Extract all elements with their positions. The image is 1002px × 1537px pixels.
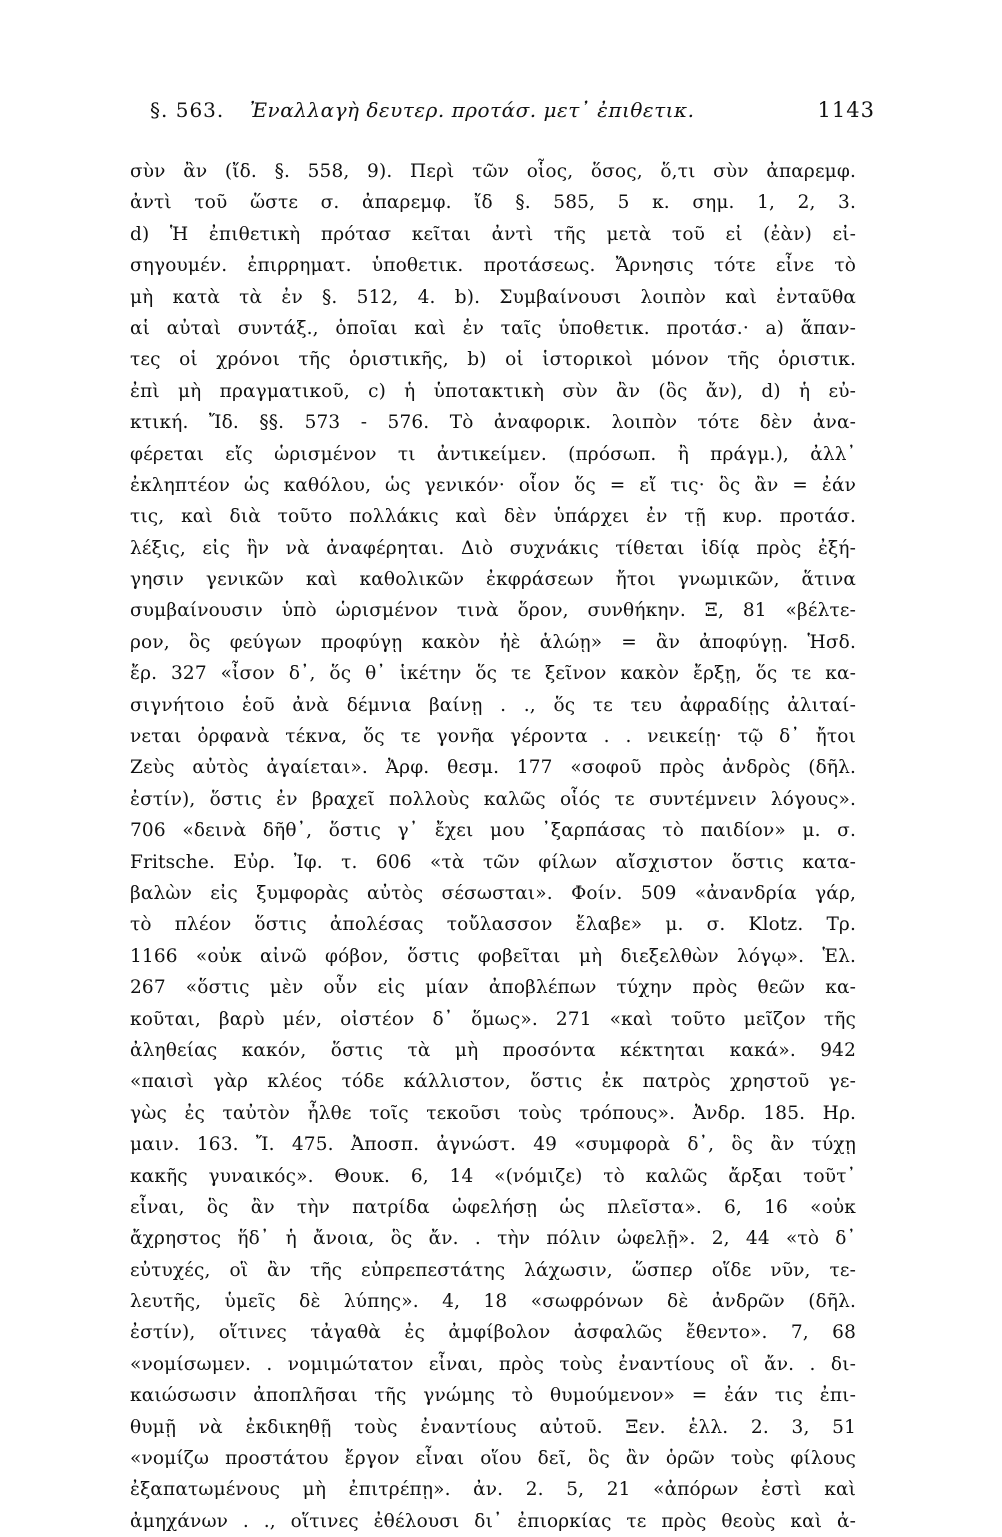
section-number: §. 563.	[150, 98, 225, 122]
text-line: σιγνήτοιο ἑοῦ ἀνὰ δέμνια βαίνῃ . ., ὅς τε τευ ἀφραδίῃς ἀλιταί-	[130, 694, 856, 716]
text-line: ἐξαπατωμένους μὴ ἐπιτρέπῃ». ἀν. 2. 5, 21 «ἀπόρων ἐστὶ καὶ	[130, 1479, 856, 1501]
text-line: «παισὶ γὰρ κλέος τόδε κάλλιστον, ὅστις ἐκ πατρὸς χρηστοῦ γε-	[130, 1071, 856, 1093]
text-line: βαλὼν εἰς ξυμφορὰς αὐτὸς σέσωσται». Φοίν. 509 «ἀνανδρία γάρ,	[130, 882, 856, 904]
text-line: 1166 «οὐκ αἰνῶ φόβον, ὅστις φοβεῖται μὴ διεξελθὼν λόγῳ». Ἑλ.	[130, 945, 856, 967]
text-line: ἐστίν), οἵτινες τἀγαθὰ ἐς ἀμφίβολον ἀσφαλῶς ἔθεντο». 7, 68	[130, 1322, 856, 1344]
text-line: ἐστίν), ὅστις ἐν βραχεῖ πολλοὺς καλῶς οἷός τε συντέμνειν λόγους».	[130, 788, 856, 810]
text-line: κοῦται, βαρὺ μέν, οἰστέον δ᾽ ὅμως». 271 «καὶ τοῦτο μεῖζον τῆς	[130, 1008, 856, 1030]
text-line: τὸ πλέον ὅστις ἀπολέσας τοὔλασσον ἔλαβε» μ. σ. Klotz. Τρ.	[130, 914, 856, 936]
text-line: καιώσωσιν ἀποπλῆσαι τῆς γνώμης τὸ θυμούμενον» = ἐάν τις ἐπι-	[130, 1385, 856, 1407]
text-line: φέρεται εἴς ὡρισμένον τι ἀντικείμεν. (πρόσωπ. ἢ πράγμ.), ἀλλ᾽	[130, 443, 856, 465]
text-line: εἶναι, ὃς ἂν τὴν πατρίδα ὠφελήσῃ ὡς πλεῖστα». 6, 16 «οὐκ	[130, 1196, 856, 1218]
text-line: d) Ἡ ἐπιθετικὴ πρότασ κεῖται ἀντὶ τῆς μετὰ τοῦ εἰ (ἐὰν) εἰ-	[130, 223, 856, 245]
text-line: Ζεὺς αὐτὸς ἀγαίεται». Ἀρφ. θεσμ. 177 «σοφοῦ πρὸς ἀνδρὸς (δῆλ.	[130, 757, 856, 779]
text-line: μαιν. 163. Ἴ. 475. Ἀποσπ. ἀγνώστ. 49 «συμφορὰ δ᾽, ὃς ἂν τύχῃ	[130, 1134, 856, 1156]
text-line: ἐκληπτέον ὡς καθόλου, ὡς γενικόν· οἷον ὅς = εἴ τις· ὃς ἂν = ἐάν	[130, 474, 856, 496]
page-number: 1143	[817, 98, 875, 122]
text-line: «νομίζω προστάτου ἔργον εἶναι οἵου δεῖ, ὃς ἂν ὁρῶν τοὺς φίλους	[130, 1448, 856, 1470]
text-line: ἀληθείας κακόν, ὅστις τὰ μὴ προσόντα κέκτηται κακά». 942	[130, 1039, 856, 1061]
text-line: ἀμηχάνων . ., οἵτινες ἐθέλουσι δι᾽ ἐπιορκίας τε πρὸς θεοὺς καὶ ἀ-	[130, 1510, 856, 1532]
text-line: νεται ὀρφανὰ τέκνα, ὅς τε γονῆα γέροντα . . νεικείῃ· τῷ δ᾽ ἤτοι	[130, 726, 856, 748]
text-line: λευτῆς, ὑμεῖς δὲ λύπης». 4, 18 «σωφρόνων δὲ ἀνδρῶν (δῆλ.	[130, 1291, 856, 1313]
body-text	[130, 156, 856, 1537]
text-line: ἀντὶ τοῦ ὥστε σ. ἀπαρεμφ. ἴδ §. 585, 5 κ. σημ. 1, 2, 3.	[130, 192, 856, 214]
running-header	[150, 98, 875, 138]
text-line: συμβαίνουσιν ὑπὸ ὡρισμένον τινὰ ὅρον, συνθήκην. Ξ, 81 «βέλτε-	[130, 600, 856, 622]
text-line: τις, καὶ διὰ τοῦτο πολλάκις καὶ δὲν ὑπάρχει ἐν τῇ κυρ. προτάσ.	[130, 506, 856, 528]
text-line: λέξις, εἰς ἣν νὰ ἀναφέρηται. Διὸ συχνάκις τίθεται ἰδίᾳ πρὸς ἐξή-	[130, 537, 856, 559]
running-title: Ἐναλλαγὴ δευτερ. προτάσ. μετ᾽ ἐπιθετικ.	[250, 98, 695, 122]
text-line: γὼς ἐς ταὐτὸν ἦλθε τοῖς τεκοῦσι τοὺς τρόπους». Ἀνδρ. 185. Ηρ.	[130, 1102, 856, 1124]
text-line: «νομίσωμεν. . νομιμώτατον εἶναι, πρὸς τοὺς ἐναντίους οἳ ἄν. . δι-	[130, 1353, 856, 1375]
text-line: 267 «ὅστις μὲν οὖν εἰς μίαν ἀποβλέπων τύχην πρὸς θεῶν κα-	[130, 977, 856, 999]
text-line: ρον, ὃς φεύγων προφύγῃ κακὸν ἠὲ ἁλώῃ» = ἂν ἀποφύγῃ. Ἡσδ.	[130, 631, 856, 653]
text-line: ἐπὶ μὴ πραγματικοῦ, c) ἡ ὑποτακτικὴ σὺν ἂν (ὃς ἄν), d) ἡ εὐ-	[130, 380, 856, 402]
text-line: εὐτυχές, οἳ ἂν τῆς εὐπρεπεστάτης λάχωσιν, ὥσπερ οἵδε νῦν, τε-	[130, 1259, 856, 1281]
text-line: αἱ αὐταὶ συντάξ., ὁποῖαι καὶ ἐν ταῖς ὑποθετικ. προτάσ.· a) ἅπαν-	[130, 317, 856, 339]
text-line: σὺν ἂν (ἴδ. §. 558, 9). Περὶ τῶν οἷος, ὅσος, ὅ,τι σὺν ἀπαρεμφ.	[130, 161, 856, 182]
text-line: ἄχρηστος ἥδ᾽ ἡ ἄνοια, ὃς ἄν. . τὴν πόλιν ὠφελῇ». 2, 44 «τὸ δ᾽	[130, 1228, 856, 1250]
text-line: τες οἱ χρόνοι τῆς ὁριστικῆς, b) οἱ ἱστορικοὶ μόνον τῆς ὁριστικ.	[130, 349, 856, 371]
text-line: 706 «δεινὰ δῆθ᾽, ὅστις γ᾽ ἔχει μου ᾽ξαρπάσας τὸ παιδίον» μ. σ.	[130, 820, 856, 842]
text-line: θυμῇ νὰ ἐκδικηθῇ τοὺς ἐναντίους αὐτοῦ. Ξεν. ἑλλ. 2. 3, 51	[130, 1416, 856, 1438]
text-line: σηγουμέν. ἐπιρρηματ. ὑποθετικ. προτάσεως. Ἄρνησις τότε εἶνε τὸ	[130, 255, 856, 277]
text-line: κακῆς γυναικός». Θουκ. 6, 14 «(νόμιζε) τὸ καλῶς ἄρξαι τοῦτ᾽	[130, 1165, 856, 1187]
text-line: κτική. Ἴδ. §§. 573 - 576. Τὸ ἀναφορικ. λοιπὸν τότε δὲν ἀνα-	[130, 412, 856, 434]
text-line: γησιν γενικῶν καὶ καθολικῶν ἐκφράσεων ἤτοι γνωμικῶν, ἅτινα	[130, 569, 856, 591]
text-line: μὴ κατὰ τὰ ἐν §. 512, 4. b). Συμβαίνουσι λοιπὸν καὶ ἐνταῦθα	[130, 286, 856, 308]
text-line: ἔρ. 327 «ἶσον δ᾽, ὅς θ᾽ ἱκέτην ὅς τε ξεῖνον κακὸν ἔρξῃ, ὅς τε κα-	[130, 663, 856, 685]
text-line: Fritsche. Εὐρ. Ἰφ. τ. 606 «τὰ τῶν φίλων αἴσχιστον ὅστις κατα-	[130, 851, 856, 873]
